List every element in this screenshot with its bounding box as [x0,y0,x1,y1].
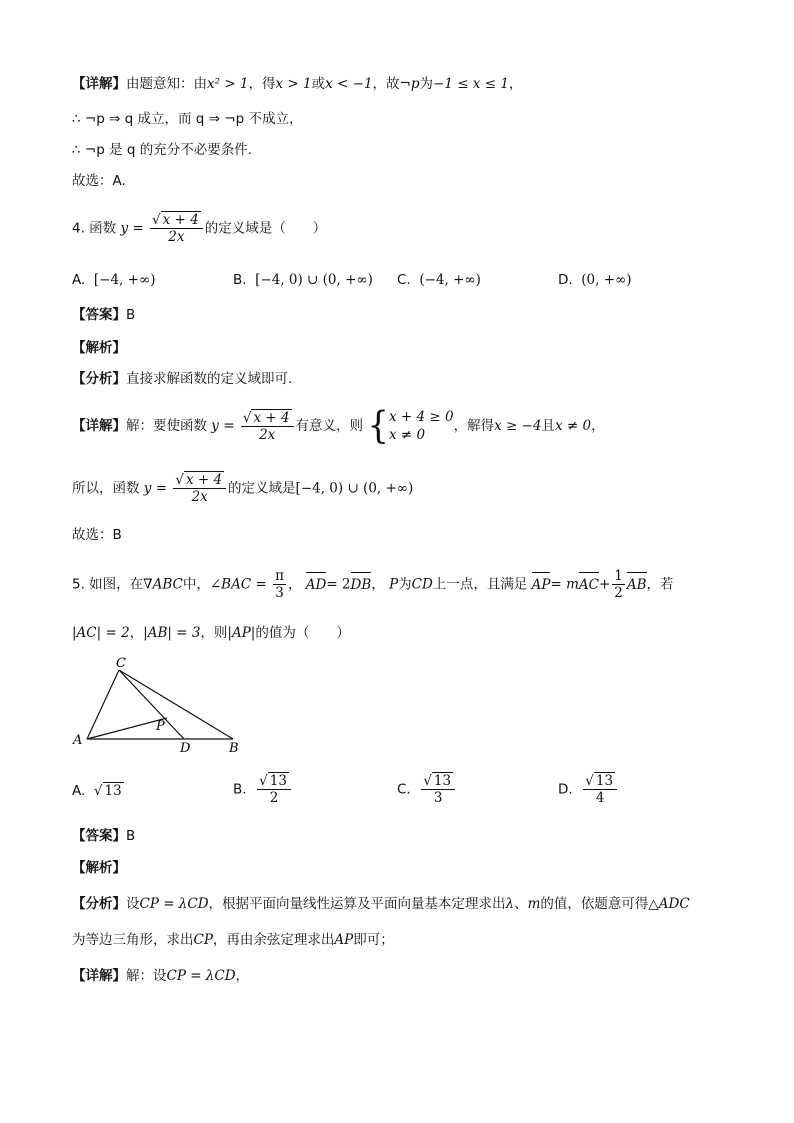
segment-ap [87,718,167,739]
q5-triangle-figure [66,652,256,756]
q5-stem: 5. 如图，在∇ABC中，∠BAC = $\frac{\pi}{3}$ ， AD= 2DB， P为CD上一点，且满足 AP= mAC+ $\frac{1}{2}$ AB，若 [72,568,674,601]
q5-option-c: C. $\frac{√ 13}{3}$ [397,773,457,806]
q4-stem: 4. 函数 y = $\frac{√ x + 4}{2x}$ 的定义域是（ ） [72,212,327,245]
q5-option-d: D. $\frac{√ 13}{4}$ [558,773,619,806]
p3-detail-line: 【详解】由题意知：由x² > 1，得x > 1或x < −1，故¬p为−1 ≤ x ≤ 1， [72,76,523,92]
p3-line-2: ∴ ¬p ⇒ q 成立，而 q ⇒ ¬p 不成立， [72,111,303,127]
q4-option-a: A. [−4, +∞) [72,272,156,288]
q4-option-c: C. (−4, +∞) [397,272,481,288]
q4-option-d: D. (0, +∞) [558,272,632,288]
p3-choice: 故选：A. [72,173,126,189]
q4-conclusion: 所以，函数 y = $\frac{√ x + 4}{2x}$ 的定义域是[−4, 0) ∪ (0, +∞) [72,472,414,505]
q5-options [72,773,722,813]
segment-cb [119,670,233,739]
q4-detail: 【详解】解：要使函数 y = $\frac{√ x + 4}{2x}$ 有意义，则 { x + 4 ≥ 0 x ≠ 0 ，解得x ≥ −4且x ≠ 0， [72,404,605,448]
q4-analysis: 【分析】直接求解函数的定义域即可. [72,371,293,387]
q5-analysis-head: 【解析】 [72,860,126,876]
label-b: B [229,741,239,756]
label-p: P [156,719,165,734]
p3-line-3: ∴ ¬p 是 q 的充分不必要条件. [72,142,252,158]
q5-option-b: B. $\frac{√ 13}{2}$ [233,773,293,806]
q4-fraction: $\frac{√ x + 4}{2x}$ [150,212,203,245]
q4-options [72,270,722,290]
label-c: C [116,656,126,671]
label-a: A [73,733,83,748]
q4-analysis-head: 【解析】 [72,340,126,356]
q5-option-a: A. √ 13 [72,783,122,799]
label-d: D [180,741,191,756]
q5-analysis-2: 为等边三角形，求出CP，再由余弦定理求出AP即可； [72,932,394,948]
q4-choice: 故选：B [72,527,122,543]
q5-detail: 【详解】解：设CP = λCD， [72,968,250,984]
q4-answer: 【答案】B [72,307,136,323]
q5-stem-2: |AC| = 2，|AB| = 3，则|AP|的值为（ ） [72,625,350,641]
q5-answer: 【答案】B [72,828,136,844]
q4-system: x + 4 ≥ 0 x ≠ 0 [388,409,454,443]
q5-analysis: 【分析】设CP = λCD，根据平面向量线性运算及平面向量基本定理求出λ、m的值，依题意可得△ADC [72,896,690,912]
q4-option-b: B. [−4, 0) ∪ (0, +∞) [233,272,373,288]
segment-ac [87,670,119,739]
detail-tag: 【详解】 [72,76,126,92]
